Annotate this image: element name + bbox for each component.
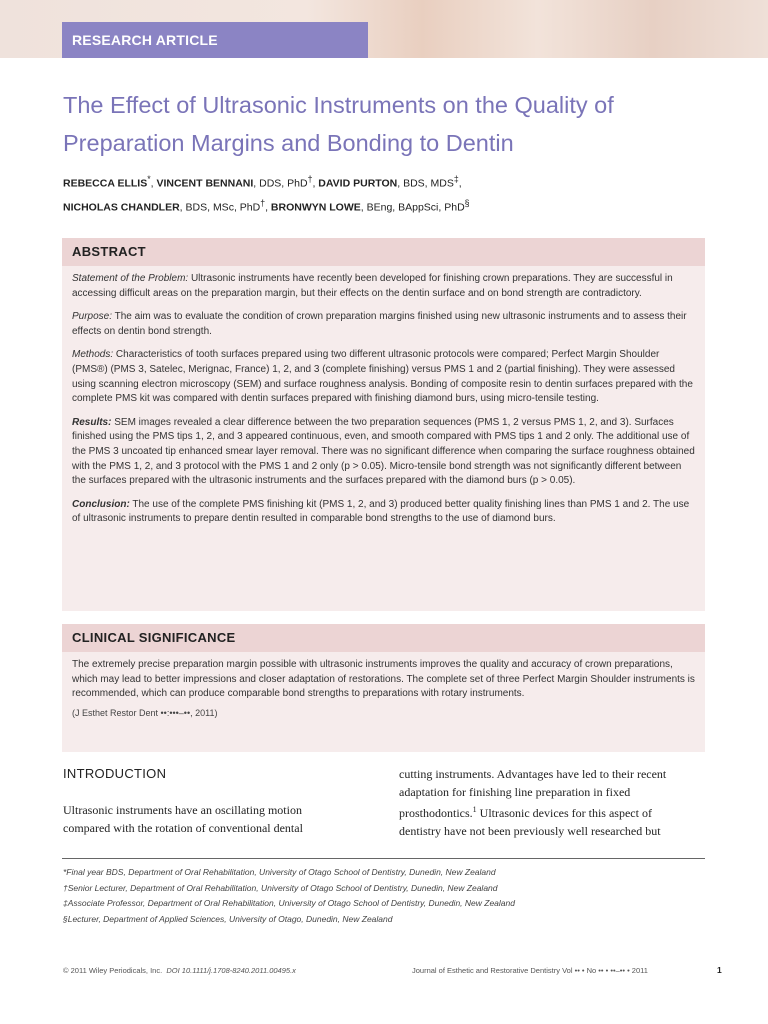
author-line-2: NICHOLAS CHANDLER, BDS, MSc, PhD†, BRONWYN LOWE, BEng, BAppSci, PhD§ bbox=[63, 197, 470, 213]
header-banner bbox=[0, 0, 768, 58]
abstract-conclusion bbox=[72, 498, 695, 527]
author-degrees: BDS, MSc, PhD bbox=[185, 201, 261, 213]
author-name: NICHOLAS CHANDLER bbox=[63, 201, 180, 213]
author-name: REBECCA ELLIS bbox=[63, 177, 148, 190]
abstract-problem bbox=[72, 272, 695, 301]
author-mark: † bbox=[260, 197, 266, 208]
author-name: VINCENT BENNANI bbox=[156, 177, 254, 190]
clinical-significance-body bbox=[62, 652, 705, 728]
footnote: ‡Associate Professor, Department of Oral Rehabilitation, University of Otago School of Dentistry, Dunedin, New Zealand bbox=[63, 898, 515, 908]
author-degrees: BDS, MDS bbox=[403, 177, 454, 190]
footnote: †Senior Lecturer, Department of Oral Rehabilitation, University of Otago School of Dentistry, Dunedin, New Zealand bbox=[63, 882, 498, 893]
clinical-significance-text: The extremely precise preparation margin possible with ultrasonic instruments improves the quality and accuracy of crown preparations, which may lead to better impressions and closer adaptation of restorations. The complete set of three Perfect Margin Shoulder instruments is recommended, which can produce comparable bond strengths to preparations with rotary instruments. bbox=[72, 659, 695, 700]
abstract-purpose bbox=[72, 310, 695, 339]
author-list bbox=[63, 170, 713, 217]
article-type-tab bbox=[62, 22, 368, 58]
abstract-heading: ABSTRACT bbox=[62, 238, 705, 266]
page-number: 1 bbox=[717, 965, 722, 975]
section-text: The use of the complete PMS finishing kit (PMS 1, 2, and 3) produced better quality finishing lines than PMS 1 and 2. The use of ultrasonic instruments to prepare dentin resulted in comparable bond strengths to the use of diamond burs. bbox=[72, 498, 690, 525]
abstract-box bbox=[62, 238, 705, 611]
journal-info: Journal of Esthetic and Restorative Dentistry Vol •• • No •• • ••–•• • 2011 bbox=[412, 966, 648, 975]
reference-mark: 1 bbox=[472, 805, 477, 814]
abstract-methods bbox=[72, 348, 695, 406]
abstract-results bbox=[72, 416, 695, 489]
section-label: Conclusion: bbox=[72, 498, 130, 510]
author-mark: * bbox=[147, 174, 151, 184]
abstract-body bbox=[62, 266, 705, 544]
doi-link[interactable]: DOI 10.1111/j.1708-8240.2011.00495.x bbox=[166, 966, 296, 975]
footer-left bbox=[63, 966, 296, 975]
introduction-heading: INTRODUCTION bbox=[63, 766, 167, 781]
section-text: Ultrasonic instruments have recently been developed for finishing crown preparations. They are successful in accessing difficult areas on the preparation margin, but their effects on the dentin surface and on bond strength are contradictory. bbox=[72, 273, 673, 299]
author-line-1: REBECCA ELLIS*, VINCENT BENNANI, DDS, PhD†, DAVID PURTON, BDS, MDS‡, bbox=[63, 174, 462, 190]
article-title: The Effect of Ultrasonic Instruments on the Quality of Preparation Margins and Bonding to Dentin bbox=[63, 92, 614, 156]
section-label: Results: bbox=[72, 416, 112, 428]
author-degrees: DDS, PhD bbox=[259, 177, 308, 190]
clinical-significance-box bbox=[62, 624, 705, 752]
intro-text-b: Ultrasonic devices for this aspect of dentistry have not been previously well researched but bbox=[399, 806, 661, 838]
author-name: DAVID PURTON bbox=[318, 177, 398, 190]
introduction-col-1: Ultrasonic instruments have an oscillating motion compared with the rotation of conventional dental bbox=[63, 803, 303, 835]
author-name: BRONWYN LOWE bbox=[270, 201, 361, 213]
journal-citation: (J Esthet Restor Dent ••:•••–••, 2011) bbox=[72, 707, 218, 718]
clinical-significance-heading: CLINICAL SIGNIFICANCE bbox=[62, 624, 705, 652]
introduction-col-2 bbox=[399, 766, 679, 840]
author-degrees: BEng, BAppSci, PhD bbox=[366, 201, 465, 213]
footnote: *Final year BDS, Department of Oral Rehabilitation, University of Otago School of Dentistry, Dunedin, New Zealand bbox=[63, 867, 496, 877]
affiliation-footnotes bbox=[63, 865, 713, 927]
footnote-divider bbox=[62, 858, 705, 859]
footnote: §Lecturer, Department of Applied Sciences, University of Otago, Dunedin, New Zealand bbox=[63, 913, 393, 924]
section-label: Purpose: bbox=[72, 311, 113, 323]
section-text: SEM images revealed a clear difference between the two preparation sequences (PMS 1, 2 versus PMS 1, 2, and 3). Surfaces finished using the PMS tips 1, 2, and 3 appeared continuous, even, and smooth compared with PMS tips 1 and 2 only. The additional use of the PMS 3 uncoated tip enhanced smear layer removal. There was no significant difference when comparing the surface roughness obtained with the PMS 1, 2, and 3 protocol with the PMS 1 and 2 only (p > 0.05). Micro-tensile bond strength was not significantly different between the surfaces prepared with the ultrasonic instruments and the surfaces prepared with the diamond burs (p > 0.05). bbox=[72, 416, 695, 487]
section-label: Statement of the Problem: bbox=[72, 273, 189, 284]
author-mark: § bbox=[464, 197, 470, 208]
section-text: Characteristics of tooth surfaces prepared using two different ultrasonic protocols were compared; Perfect Margin Shoulder (PMS®) (PMS 3, Satelec, Merignac, France) 1, 2, and 3 (complete finishing) versus PMS 1 and 2 (partial finishing). They were assessed using scanning electron microscopy (SEM) and surface roughness analysis. Bonding of composite resin to dentin surfaces prepared with the complete PMS kit was compared with dentin surfaces prepared with finishing diamond burs, using micro-tensile testing. bbox=[72, 349, 693, 405]
article-type-label: RESEARCH ARTICLE bbox=[72, 32, 218, 48]
copyright: © 2011 Wiley Periodicals, Inc. bbox=[63, 966, 163, 975]
section-text: The aim was to evaluate the condition of crown preparation margins finished using new ultrasonic instruments and to assess their effects on dentin bond strength. bbox=[72, 311, 687, 337]
author-mark: † bbox=[307, 174, 313, 184]
section-label: Methods: bbox=[72, 349, 114, 361]
intro-text-a: cutting instruments. Advantages have led to their recent adaptation for finishing line preparation in fixed prosthodontics. bbox=[399, 767, 667, 820]
author-mark: ‡ bbox=[453, 174, 459, 184]
